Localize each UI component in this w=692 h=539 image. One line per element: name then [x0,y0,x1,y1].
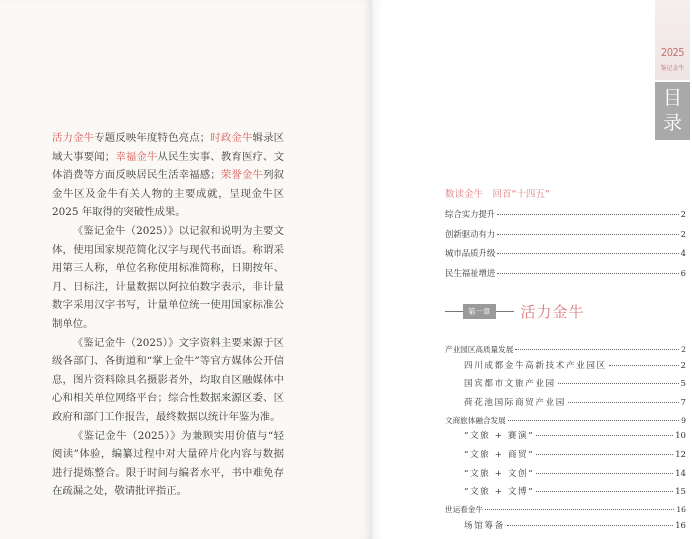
toc-entry[interactable] [445,247,686,267]
keyword: 荣誉金牛 [220,169,264,182]
leader-dots [508,420,679,421]
toc-entry-title: 国宾都市文旅产业园 [464,379,556,390]
leader-dots [497,253,678,254]
toc-entry-title: “文旅 + 商贸” [464,449,535,460]
divider [496,311,514,312]
toc-entry[interactable] [445,377,686,396]
leader-dots [497,273,678,274]
text: 列叙金牛区及金牛有关人物的主要成就，呈现金牛区 2025 年取得的突破性成果。 [52,169,285,219]
chapter-label: 第一章 [463,304,496,319]
toc-entry-title: 四川成都金牛高新技术产业园区 [464,360,607,371]
toc-entry-page: 6 [680,267,686,278]
toc-entry-title: “文旅 + 赛演” [464,431,535,442]
toc-entry-page: 2 [681,345,686,354]
leader-dots [568,402,679,403]
chapter-toc [445,344,686,537]
toc-entry-title: 创新驱动有力 [445,228,496,239]
leader-dots [536,473,673,474]
toc-entry[interactable] [445,228,686,248]
leader-dots [536,435,673,436]
toc-entry-title: 产业园区高质量发展 [445,345,514,354]
toc-entry[interactable] [445,519,686,538]
book-header-band [655,0,690,80]
leader-dots [536,491,673,492]
toc-entry-page: 12 [675,449,686,460]
toc-entry[interactable] [445,448,686,467]
toc-entry-page: 2 [680,360,686,371]
paragraph-4: 《鉴记金牛（2025）》为兼顾实用价值与“轻阅读”体验，编纂过程中对大量碎片化内容与数据进行提炼整合。限于时间与编者水平，书中难免存在疏漏之处，敬请批评指正。 [52,429,284,498]
leader-dots [536,454,673,455]
toc-entry[interactable] [445,267,686,287]
toc-entry-title: 综合实力提升 [445,209,496,219]
preface-text [52,129,284,501]
toc-entry[interactable] [445,208,686,228]
keyword: 活力金牛 [52,132,95,144]
toc-entry-title: 民生福祉增进 [445,267,496,278]
toc-entry-page: 15 [675,487,686,498]
text: 专题反映年度特色亮点； [94,132,211,144]
toc-entry-page: 7 [680,397,686,408]
toc-entry-page: 16 [675,520,686,531]
section-title: 数读金牛 回首“十四五” [445,189,550,200]
leader-dots [609,365,679,366]
year-label: 2025 [660,46,685,59]
text: 从民生实事、教育医疗、文体消费等方面反映居民生活幸福感； [52,150,285,182]
leader-dots [485,509,674,510]
chapter-title: 活力金牛 [520,303,585,321]
toc-entry[interactable] [445,344,686,359]
toc-entry[interactable] [445,415,686,430]
toc-entry-title: 城市品质升级 [445,248,496,258]
toc-entry-page: 9 [681,415,686,425]
toc-entry-page: 2 [680,228,686,239]
toc-entry-title: 文商旅体融合发展 [445,415,506,425]
leader-dots [497,234,678,235]
chapter-heading [445,301,585,322]
toc-entry-title: “文旅 + 文博” [464,487,535,498]
toc-entry-page: 2 [680,209,686,219]
toc-section [445,186,686,286]
leader-dots [507,525,673,526]
paragraph-2: 《鉴记金牛（2025）》以记叙和说明为主要文体，使用国家规范简化汉字与现代书面语。称谓采用第三人称，单位名称使用标准简称，日期按年、月、日标注，计量数据以阿拉伯数字表示，非计量数字采用汉字书写，计量单位统一使用国家标准公制单位。 [52,224,284,330]
keyword: 幸福金牛 [115,150,158,163]
toc-entry[interactable] [445,429,686,448]
toc-entry[interactable] [445,485,686,504]
leader-dots [497,214,678,215]
leader-dots [558,383,679,384]
toc-entry[interactable] [445,504,686,519]
toc-entry-page: 5 [680,379,686,390]
toc-title: 目录 [655,82,690,140]
paragraph-1 [52,129,284,222]
toc-entry-page: 4 [680,248,686,258]
toc-entry-title: “文旅 + 文创” [464,468,535,479]
toc-entry[interactable] [445,396,686,415]
toc-entry-page: 16 [676,505,686,514]
toc-entry-title: 场馆筹备 [464,520,505,531]
keyword: 时政金牛 [210,132,253,144]
paragraph-3: 《鉴记金牛（2025）》文字资料主要来源于区级各部门、各街道和“掌上金牛”等官方媒体公开信息，图片资料除具名摄影者外，均取自区融媒体中心和相关单位网络平台；综合性数据来源区委、区政府和部门工作报告，最终数据以统计年鉴为准。 [52,336,284,423]
toc-entry-title: 世运看金牛 [445,505,483,514]
toc-entry-title: 荷花池国际商贸产业园 [464,397,566,408]
divider [445,311,463,312]
book-name: 鉴记金牛 [660,65,685,72]
toc-entry[interactable] [445,359,686,378]
toc-entry-page: 14 [675,468,686,479]
toc-entry[interactable] [445,467,686,486]
right-page [372,0,692,539]
text: 辑录区域大事要闻； [52,132,285,163]
leader-dots [515,349,679,350]
toc-entry-page: 10 [675,431,686,442]
